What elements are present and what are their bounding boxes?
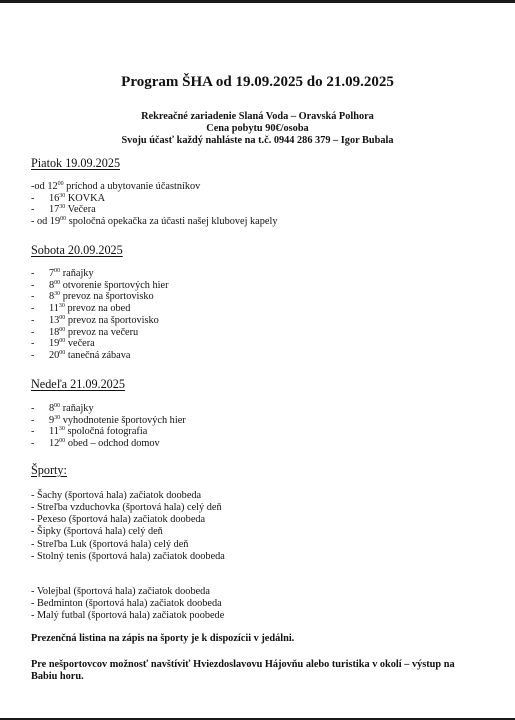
page-top-edge <box>0 0 515 3</box>
registration-note: Prezenčná listina na zápis na športy je k dispozícii v jedálni. <box>31 633 295 644</box>
item-time <box>49 403 60 414</box>
item-text: prevoz na obed <box>64 303 131 315</box>
schedule-item <box>31 350 169 362</box>
item-lead: - <box>31 192 35 204</box>
item-lead: - <box>31 426 35 438</box>
time-minutes: 00 <box>59 326 66 333</box>
time-minutes: 00 <box>59 438 66 445</box>
item-lead: - od <box>31 216 50 228</box>
list-item: - Pexeso (športová hala) začiatok doobeda <box>31 514 206 526</box>
item-lead: - <box>31 204 35 216</box>
time-hour: 8 <box>49 403 55 414</box>
item-time <box>49 426 65 437</box>
time-minutes: 00 <box>60 216 67 223</box>
time-minutes: 00 <box>59 350 66 357</box>
schedule-item <box>31 303 169 315</box>
list-item: - Stolný tenis (športová hala) začiatok doobeda <box>31 550 225 562</box>
item-time <box>49 438 65 449</box>
list-item: - Malý futbal (športová hala) začiatok poobede <box>31 610 225 622</box>
schedule-item <box>31 415 186 427</box>
time-hour: 17 <box>49 204 60 216</box>
time-hour: 13 <box>49 314 60 326</box>
time-minutes: 30 <box>59 192 66 199</box>
time-minutes: 00 <box>54 403 61 409</box>
non-athletes-note: Pre nešportovcov možnosť navštíviť Hviezdoslavovu Hájovňu alebo turistika v okolí – výstup na Babiu horu. <box>31 659 455 683</box>
item-time <box>49 415 60 426</box>
schedule-friday <box>31 181 277 228</box>
price-line: Cena pobytu 90€/osoba <box>206 122 309 134</box>
item-lead: - <box>31 338 35 350</box>
time-minutes: 00 <box>59 314 66 321</box>
item-text: raňajky <box>60 268 94 279</box>
time-hour: 20 <box>49 350 60 362</box>
list-item: - Streľba vzduchovka (športová hala) celý deň <box>31 502 222 514</box>
item-text: raňajky <box>60 403 94 414</box>
time-minutes: 00 <box>59 338 66 345</box>
contact-line: Svoju účasť každý nahláste na t.č. 0944 286 379 – Igor Bubala <box>121 134 394 146</box>
schedule-item <box>31 280 169 292</box>
item-text: tanečná zábava <box>65 350 131 362</box>
sports-heading: Športy: <box>31 463 67 477</box>
list-item: - Streľba Luk (športová hala) celý deň <box>31 538 189 550</box>
item-lead: - <box>31 403 35 414</box>
time-hour: 19 <box>49 338 60 350</box>
schedule-saturday <box>31 268 169 362</box>
list-item: - Šipky (športová hala) celý deň <box>31 526 163 538</box>
item-time <box>49 315 65 326</box>
item-text: KOVKA <box>65 192 106 204</box>
venue-line: Rekreačné zariadenie Slaná Voda – Oravská Polhora <box>141 111 374 122</box>
list-item: - Volejbal (športová hala) začiatok doobeda <box>31 586 210 597</box>
day-heading-friday: Piatok 19.09.2025 <box>31 156 121 170</box>
day-heading-saturday: Sobota 20.09.2025 <box>31 243 123 257</box>
item-time <box>50 216 66 227</box>
item-text: večera <box>65 338 95 350</box>
item-time <box>49 338 65 349</box>
time-hour: 8 <box>49 291 55 303</box>
time-minutes: 00 <box>54 268 61 274</box>
sports-list-group-2 <box>31 586 224 622</box>
item-text: prevoz na športovisko <box>65 314 159 326</box>
schedule-item <box>31 438 186 450</box>
time-hour: 18 <box>49 326 60 338</box>
item-time <box>49 193 65 204</box>
item-lead: - <box>31 438 35 450</box>
item-lead: -od <box>31 181 48 192</box>
item-text: vyhodnotenie športových hier <box>60 414 186 426</box>
time-minutes: 30 <box>58 303 65 310</box>
schedule-item <box>31 426 186 438</box>
item-time <box>49 280 60 291</box>
sports-list-group-1 <box>31 490 225 563</box>
list-item: - Bedminton (športová hala) začiatok doobeda <box>31 598 222 610</box>
time-minutes: 00 <box>54 279 61 286</box>
list-item: - Šachy (športová hala) začiatok doobeda <box>31 490 202 501</box>
time-hour: 11 <box>49 426 59 438</box>
item-text: prevoz na športovisko <box>60 291 154 303</box>
item-lead: - <box>31 268 35 279</box>
time-minutes: 30 <box>54 291 61 298</box>
item-time <box>49 327 65 338</box>
schedule-item <box>31 403 186 415</box>
time-minutes: 30 <box>59 204 66 211</box>
time-minutes: 30 <box>58 426 65 433</box>
item-lead: - <box>31 291 35 303</box>
time-minutes: 30 <box>54 414 61 421</box>
item-time <box>49 268 60 279</box>
item-lead: - <box>31 314 35 326</box>
item-lead: - <box>31 326 35 338</box>
schedule-item <box>31 268 169 280</box>
time-minutes: 00 <box>57 181 64 187</box>
time-hour: 8 <box>49 279 55 291</box>
schedule-item <box>31 193 277 205</box>
item-text: spoločná opekačka za účasti našej klubovej kapely <box>66 216 278 228</box>
item-text: spoločná fotografia <box>64 426 148 438</box>
time-hour: 12 <box>49 438 60 450</box>
schedule-item <box>31 327 169 339</box>
item-time <box>49 303 65 314</box>
time-hour: 16 <box>49 192 60 204</box>
item-time <box>49 291 60 302</box>
time-hour: 7 <box>49 268 55 279</box>
schedule-item <box>31 216 277 228</box>
item-time <box>49 204 65 215</box>
item-text: obed – odchod domov <box>65 438 160 450</box>
item-text: prevoz na večeru <box>65 326 139 338</box>
item-lead: - <box>31 279 35 291</box>
event-info <box>0 111 515 146</box>
schedule-sunday <box>31 403 186 450</box>
item-text: otvorenie športových hier <box>60 279 169 291</box>
schedule-item <box>31 181 277 193</box>
item-lead: - <box>31 414 35 426</box>
time-hour: 19 <box>49 216 61 228</box>
time-hour: 12 <box>47 181 58 192</box>
schedule-item <box>31 315 169 327</box>
schedule-item <box>31 291 169 303</box>
item-text: príchod a ubytovanie účastníkov <box>63 181 201 192</box>
schedule-item <box>31 338 169 350</box>
item-lead: - <box>31 303 35 315</box>
day-heading-sunday: Nedeľa 21.09.2025 <box>31 377 125 391</box>
item-lead: - <box>31 350 35 362</box>
item-time <box>49 350 65 361</box>
time-hour: 11 <box>49 303 59 315</box>
document-title: Program ŠHA od 19.09.2025 do 21.09.2025 <box>121 74 394 90</box>
time-hour: 9 <box>49 414 55 426</box>
schedule-item <box>31 204 277 216</box>
item-text: Večera <box>65 204 96 216</box>
item-time <box>47 181 63 192</box>
